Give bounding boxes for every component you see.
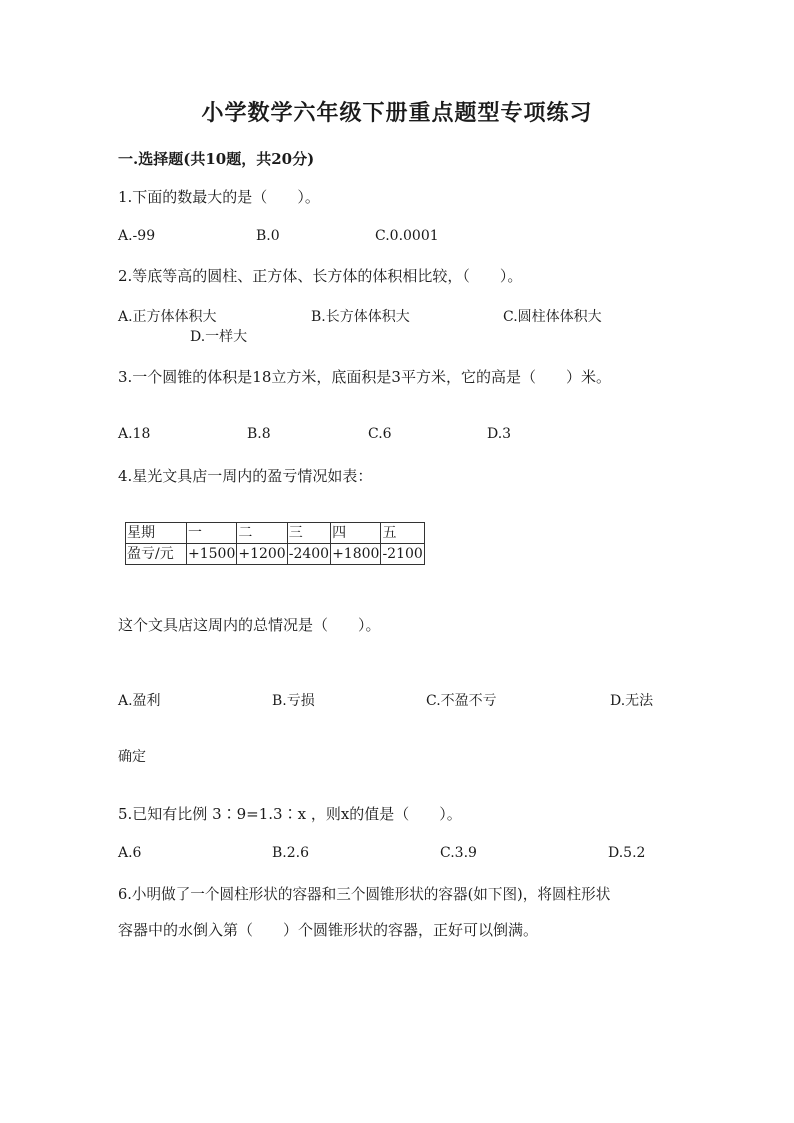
question-2-option-c: C.圆柱体体积大 (503, 309, 602, 325)
question-2-option-b: B.长方体体积大 (311, 309, 410, 325)
page-title: 小学数学六年级下册重点题型专项练习 (201, 100, 593, 126)
question-4-option-c: C.不盈不亏 (426, 693, 497, 709)
table-row (126, 523, 425, 544)
question-2-option-a: A.正方体体积大 (118, 309, 217, 325)
table-cell: 一 (187, 523, 237, 544)
question-5-option-b: B.2.6 (272, 845, 310, 861)
question-4-question: 这个文具店这周内的总情况是（ ）。 (118, 616, 381, 634)
question-3-stem: 3.一个圆锥的体积是18立方米，底面积是3平方米，它的高是（ ）米。 (118, 368, 611, 386)
question-1-option-c: C.0.0001 (375, 228, 439, 244)
question-3-option-b: B.8 (247, 426, 271, 442)
question-1-option-a: A.-99 (118, 228, 156, 244)
question-5-option-c: C.3.9 (440, 845, 477, 861)
profit-loss-table (125, 522, 425, 565)
question-4-option-b: B.亏损 (272, 693, 315, 709)
table-cell: +1800 (331, 544, 381, 565)
question-4-option-d: D.无法 (610, 693, 654, 709)
question-1-option-b: B.0 (256, 228, 280, 244)
question-5-option-a: A.6 (118, 845, 142, 861)
table-cell: +1200 (237, 544, 287, 565)
question-3-option-a: A.18 (118, 426, 151, 442)
question-5-stem: 5.已知有比例 3∶9=1.3∶x ，则x的值是（ ）。 (118, 805, 462, 823)
table-cell: +1500 (187, 544, 237, 565)
table-cell: 五 (381, 523, 424, 544)
question-3-option-d: D.3 (487, 426, 512, 442)
table-cell: 二 (237, 523, 287, 544)
table-cell: 星期 (126, 523, 187, 544)
question-6-line-2: 容器中的水倒入第（ ）个圆锥形状的容器，正好可以倒满。 (118, 921, 539, 939)
table-row (126, 544, 425, 565)
question-6-line-1: 6.小明做了一个圆柱形状的容器和三个圆锥形状的容器(如下图)，将圆柱形状 (118, 886, 611, 903)
question-3-option-c: C.6 (368, 426, 392, 442)
table-cell: 盈亏/元 (126, 544, 187, 565)
table-cell: -2100 (381, 544, 424, 565)
table-cell: 三 (287, 523, 330, 544)
question-1-stem: 1.下面的数最大的是（ ）。 (118, 188, 320, 206)
question-2-stem: 2.等底等高的圆柱、正方体、长方体的体积相比较，（ ）。 (118, 267, 523, 285)
question-5-option-d: D.5.2 (608, 845, 646, 861)
question-4-option-a: A.盈利 (118, 693, 161, 709)
question-4-stem: 4.星光文具店一周内的盈亏情况如表： (118, 467, 373, 485)
section-heading: 一.选择题(共10题，共20分) (118, 150, 315, 168)
table-cell: 四 (331, 523, 381, 544)
question-4-option-d-continued: 确定 (118, 749, 146, 765)
question-2-option-d: D.一样大 (190, 329, 248, 345)
table-cell: -2400 (287, 544, 330, 565)
